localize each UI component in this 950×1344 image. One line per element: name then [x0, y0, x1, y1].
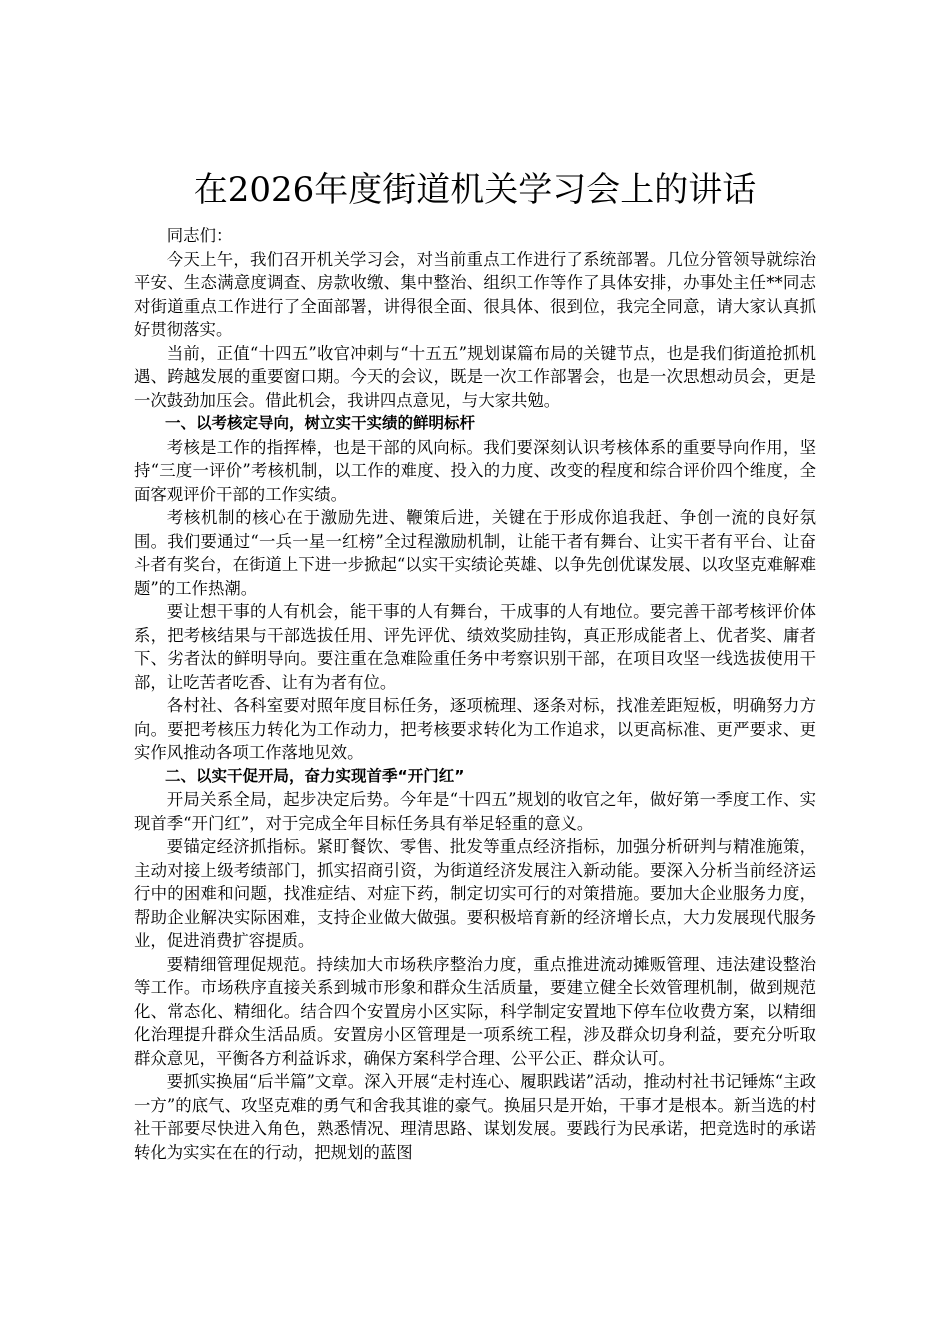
paragraph: 要抓实换届“后半篇”文章。深入开展“走村连心、履职践诺”活动，推动村社书记锤炼“主政一方”的底气、攻坚克难的勇气和舍我其谁的豪气。换届只是开始，干事才是根本。新当选的村社干部要尽快进入角色，熟悉情况、理清思路、谋划发展。要践行为民承诺，把竞选时的承诺转化为实实在在的行动，把规划的蓝图: [134, 1072, 816, 1162]
paragraph: 考核是工作的指挥棒，也是干部的风向标。我们要深刻认识考核体系的重要导向作用，坚持“三度一评价”考核机制，以工作的难度、投入的力度、改变的程度和综合评价四个维度，全面客观评价干部的工作实绩。: [134, 437, 816, 504]
paragraph: 考核机制的核心在于激励先进、鞭策后进，关键在于形成你追我赶、争创一流的良好氛围。我们要通过“一兵一星一红榜”全过程激励机制，让能干者有舞台、让实干者有平台、让奋斗者有奖台，在街道上下进一步掀起“以实干实绩论英雄、以争先创优谋发展、以攻坚克难解难题”的工作热潮。: [134, 508, 816, 598]
paragraph: 今天上午，我们召开机关学习会，对当前重点工作进行了系统部署。几位分管领导就综治平安、生态满意度调查、房款收缴、集中整治、组织工作等作了具体安排，办事处主任**同志对街道重点工作进行了全面部署，讲得很全面、很具体、很到位，我完全同意，请大家认真抓好贯彻落实。: [134, 249, 816, 339]
paragraph: 要让想干事的人有机会，能干事的人有舞台，干成事的人有地位。要完善干部考核评价体系，把考核结果与干部选拔任用、评先评优、绩效奖励挂钩，真正形成能者上、优者奖、庸者下、劣者汰的鲜明导向。要注重在急难险重任务中考察识别干部，在项目攻坚一线选拔使用干部，让吃苦者吃香、让有为者有位。: [134, 602, 816, 692]
document-page: [134, 168, 816, 1164]
paragraph: 各村社、各科室要对照年度目标任务，逐项梳理、逐条对标，找准差距短板，明确努力方向。要把考核压力转化为工作动力，把考核要求转化为工作追求，以更高标准、更严要求、更实作风推动各项工作落地见效。: [134, 696, 816, 762]
section-heading: 二、以实干促开局，奋力实现首季“开门红”: [165, 766, 465, 785]
section-heading: 一、以考核定导向，树立实干实绩的鲜明标杆: [165, 414, 476, 432]
greeting: 同志们：: [166, 226, 233, 245]
document-title: 在2026年度街道机关学习会上的讲话: [193, 170, 757, 210]
paragraph: 当前，正值“十四五”收官冲刺与“十五五”规划谋篇布局的关键节点，也是我们街道抢抓机遇、跨越发展的重要窗口期。今天的会议，既是一次工作部署会，也是一次思想动员会，更是一次鼓劲加压会。借此机会，我讲四点意见，与大家共勉。: [134, 343, 816, 410]
paragraph: 开局关系全局，起步决定后势。今年是“十四五”规划的收官之年，做好第一季度工作、实现首季“开门红”，对于完成全年目标任务具有举足轻重的意义。: [134, 790, 816, 833]
paragraph: 要精细管理促规范。持续加大市场秩序整治力度，重点推进流动摊贩管理、违法建设整治等工作。市场秩序直接关系到城市形象和群众生活质量，要建立健全长效管理机制，做到规范化、常态化、精细化。结合四个安置房小区实际，科学制定安置地下停车位收费方案，以精细化治理提升群众生活品质。安置房小区管理是一项系统工程，涉及群众切身利益，要充分听取群众意见，平衡各方利益诉求，确保方案科学合理、公平公正、群众认可。: [134, 954, 816, 1068]
paragraph: 要锚定经济抓指标。紧盯餐饮、零售、批发等重点经济指标，加强分析研判与精准施策，主动对接上级考绩部门，抓实招商引资，为街道经济发展注入新动能。要深入分析当前经济运行中的困难和问题，找准症结、对症下药，制定切实可行的对策措施。要加大企业服务力度，帮助企业解决实际困难，支持企业做大做强。要积极培育新的经济增长点，大力发展现代服务业，促进消费扩容提质。: [134, 837, 816, 950]
